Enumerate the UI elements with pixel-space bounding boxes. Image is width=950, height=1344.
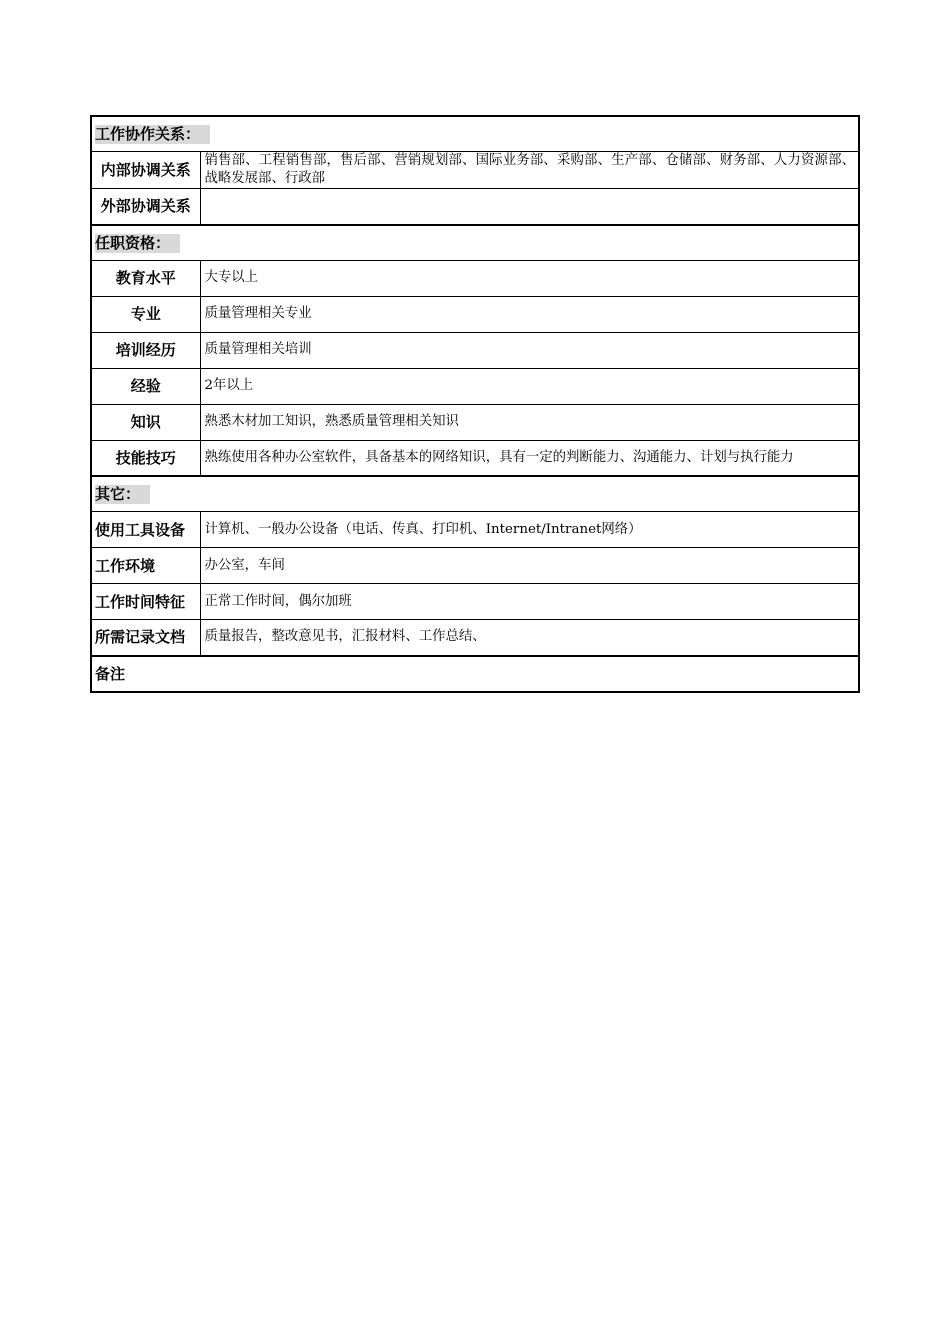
row-value-work-hours: 正常工作时间，偶尔加班 (200, 584, 859, 620)
table-row-knowledge (91, 404, 859, 440)
section-header-remarks (91, 656, 859, 692)
row-label-experience: 经验 (91, 368, 200, 404)
row-value-documents: 质量报告，整改意见书，汇报材料、工作总结、 (200, 620, 859, 656)
table-row-work-hours (91, 584, 859, 620)
table-row-external-coordination (91, 189, 859, 225)
section-header-other (91, 476, 859, 512)
section-title-coordination: 工作协作关系： (95, 125, 210, 144)
row-label-skills: 技能技巧 (91, 440, 200, 476)
row-label-major: 专业 (91, 296, 200, 332)
table-row-internal-coordination (91, 152, 859, 189)
row-label-tools: 使用工具设备 (91, 512, 200, 548)
table-row-environment (91, 548, 859, 584)
row-value-skills: 熟练使用各种办公室软件，具备基本的网络知识，具有一定的判断能力、沟通能力、计划与执行能力 (200, 440, 859, 476)
row-label-internal-coordination: 内部协调关系 (91, 152, 200, 189)
row-value-experience: 2年以上 (200, 368, 859, 404)
table-row-skills (91, 440, 859, 476)
section-header-qualifications (91, 225, 859, 261)
row-label-education: 教育水平 (91, 260, 200, 296)
table-row-experience (91, 368, 859, 404)
job-description-table (90, 115, 860, 693)
row-value-internal-coordination: 销售部、工程销售部，售后部、营销规划部、国际业务部、采购部、生产部、仓储部、财务部、人力资源部、战略发展部、行政部 (200, 152, 859, 189)
table-row-documents (91, 620, 859, 656)
row-value-knowledge: 熟悉木材加工知识，熟悉质量管理相关知识 (200, 404, 859, 440)
table-row-major (91, 296, 859, 332)
row-value-training: 质量管理相关培训 (200, 332, 859, 368)
row-label-environment: 工作环境 (91, 548, 200, 584)
section-title-remarks: 备注 (95, 664, 126, 683)
row-label-training: 培训经历 (91, 332, 200, 368)
section-title-qualifications: 任职资格： (95, 234, 180, 253)
row-value-environment: 办公室，车间 (200, 548, 859, 584)
row-value-education: 大专以上 (200, 260, 859, 296)
table-row-training (91, 332, 859, 368)
section-title-other: 其它： (95, 485, 150, 504)
table-row-tools (91, 512, 859, 548)
table-row-education (91, 260, 859, 296)
row-value-major: 质量管理相关专业 (200, 296, 859, 332)
section-header-coordination (91, 116, 859, 152)
row-label-knowledge: 知识 (91, 404, 200, 440)
row-label-work-hours: 工作时间特征 (91, 584, 200, 620)
row-value-tools: 计算机、一般办公设备（电话、传真、打印机、Internet/Intranet网络） (200, 512, 859, 548)
row-label-external-coordination: 外部协调关系 (91, 189, 200, 225)
row-value-external-coordination (200, 189, 859, 225)
row-label-documents: 所需记录文档 (91, 620, 200, 656)
